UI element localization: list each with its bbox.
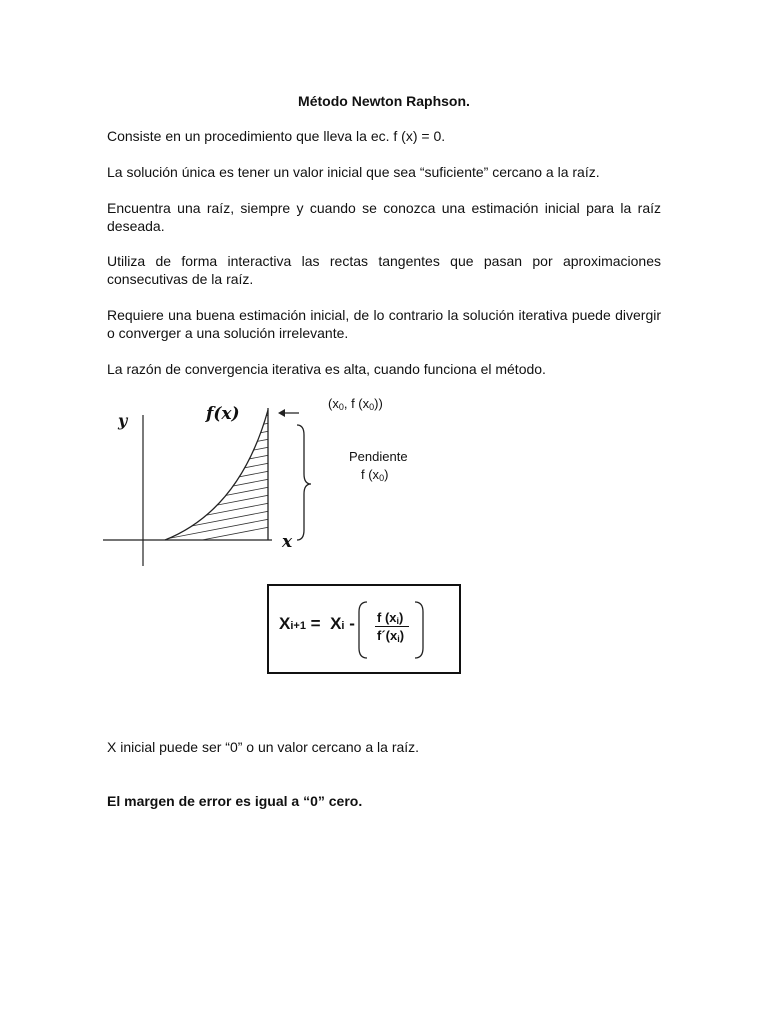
closing-paragraph-2: El margen de error es igual a “0” cero.	[107, 793, 363, 809]
point-label: (x0, f (x0))	[328, 396, 383, 412]
paragraph-6: La razón de convergencia iterativa es alta, cuando funciona el método.	[107, 361, 546, 377]
paragraph-1: Consiste en un procedimiento que lleva la ec. f (x) = 0.	[107, 128, 446, 144]
paragraph-2: La solución única es tener un valor inicial que sea “suficiente” cercano a la raíz.	[107, 164, 600, 180]
fraction-bar	[375, 626, 409, 627]
document-title: Método Newton Raphson.	[298, 93, 470, 109]
x-axis-label: x	[282, 532, 293, 552]
slope-brace	[297, 425, 311, 540]
slope-value: f (x0)	[361, 467, 389, 483]
formula-box	[267, 584, 461, 674]
paragraph-5: Requiere una buena estimación inicial, de lo contrario la solución iterativa puede divergir o converger a una solución irrelevante.	[107, 307, 661, 341]
paragraph-3: Encuentra una raíz, siempre y cuando se conozca una estimación inicial para la raíz deseada.	[107, 200, 661, 234]
y-axis-label: y	[118, 411, 128, 430]
closing-paragraph-1: X inicial puede ser “0” o un valor cercano a la raíz.	[107, 739, 420, 755]
function-curve	[165, 410, 268, 540]
slope-label: Pendiente	[349, 449, 408, 464]
formula-numerator: f (xi)	[377, 610, 404, 626]
function-label: f(x)	[206, 404, 240, 424]
paragraph-4: Utiliza de forma interactiva las rectas tangentes que pasan por aproximaciones consecutivas de la raíz.	[107, 253, 661, 287]
point-arrow-head	[278, 409, 285, 417]
formula-denominator: f´(xi)	[377, 628, 405, 644]
formula-main: Xi+1 = Xi -	[279, 614, 355, 633]
